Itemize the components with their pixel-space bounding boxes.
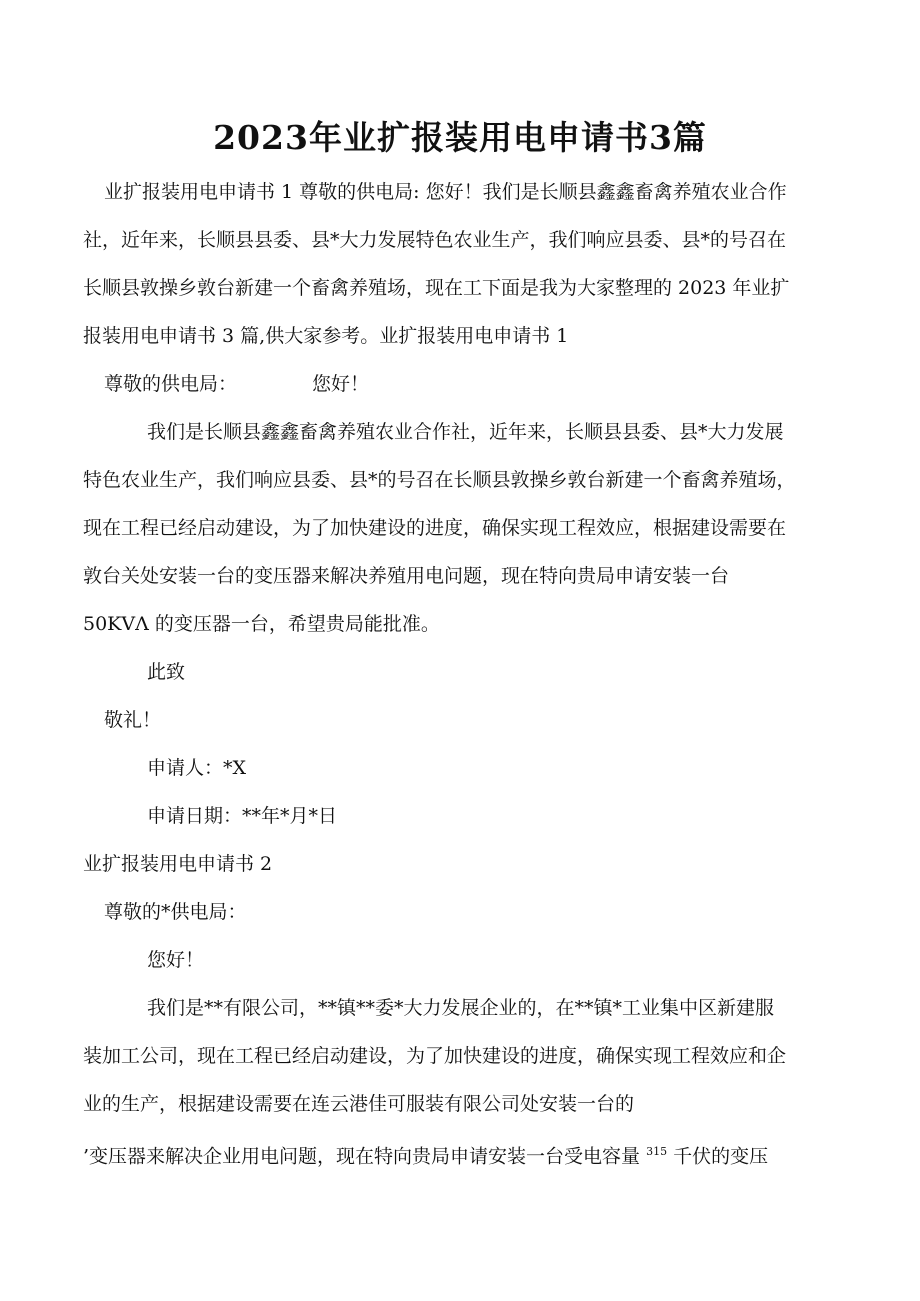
intro-line-4: 报装用电申请书 3 篇,供大家参考。业扩报装用电申请书 1 <box>83 325 569 347</box>
intro-line-2: 社，近年来，长顺县县委、县*大力发展特色农业生产，我们响应县委、县*的号召在 <box>83 229 787 251</box>
letter2-body-line-3: 业的生产，根据建设需要在连云港佳可服装有限公司处安装一台的 <box>83 1093 635 1115</box>
letter1-closing-1: 此致 <box>147 661 186 683</box>
letter1-body-line-3: 现在工程已经启动建设，为了加快建设的进度，确保实现工程效应，根据建设需要在 <box>83 517 787 539</box>
letter2-body-line-1: 我们是**有限公司，**镇**委*大力发展企业的，在**镇*工业集中区新建服 <box>147 997 775 1019</box>
letter2-body-line-2: 装加工公司，现在工程已经启动建设，为了加快建设的进度，确保实现工程效应和企 <box>83 1045 787 1067</box>
letter2-body-line-4 <box>83 1138 768 1170</box>
letter2-greeting: 您好！ <box>147 949 205 971</box>
letter1-greeting: 您好！ <box>312 373 370 395</box>
letter2-heading: 业扩报装用电申请书 2 <box>83 853 273 875</box>
letter2-last-line-suffix: 千伏的变压 <box>667 1145 769 1168</box>
letter2-last-line-prefix: ’变压器来解决企业用电问题，现在特向贵局申请安装一台受电容量 <box>83 1145 647 1168</box>
capacity-number: 315 <box>646 1145 668 1158</box>
letter1-salutation: 尊敬的供电局： <box>104 373 238 395</box>
letter1-body-line-5: 50KVΛ 的变压器一台，希望贵局能批准。 <box>83 613 440 635</box>
document-title: 2023年业扩报装用电申请书3篇 <box>213 118 707 157</box>
letter1-body-line-4: 敦台关处安装一台的变压器来解决养殖用电问题，现在特向贵局申请安装一台 <box>83 565 730 587</box>
letter2-salutation: 尊敬的*供电局： <box>104 901 247 923</box>
intro-line-1: 业扩报装用电申请书 1 尊敬的供电局: 您好！我们是长顺县鑫鑫畜禽养殖农业合作 <box>104 181 787 203</box>
letter1-date: 申请日期：**年*月*日 <box>147 805 338 827</box>
letter1-applicant: 申请人：*X <box>147 757 247 779</box>
letter1-body-line-2: 特色农业生产，我们响应县委、县*的号召在长顺县敦操乡敦台新建一个畜禽养殖场， <box>83 469 796 491</box>
letter1-closing-2: 敬礼！ <box>104 709 162 731</box>
intro-line-3: 长顺县敦操乡敦台新建一个畜禽养殖场，现在工下面是我为大家整理的 2023 年业扩 <box>83 277 790 299</box>
letter1-body-line-1: 我们是长顺县鑫鑫畜禽养殖农业合作社，近年来，长顺县县委、县*大力发展 <box>147 421 784 443</box>
